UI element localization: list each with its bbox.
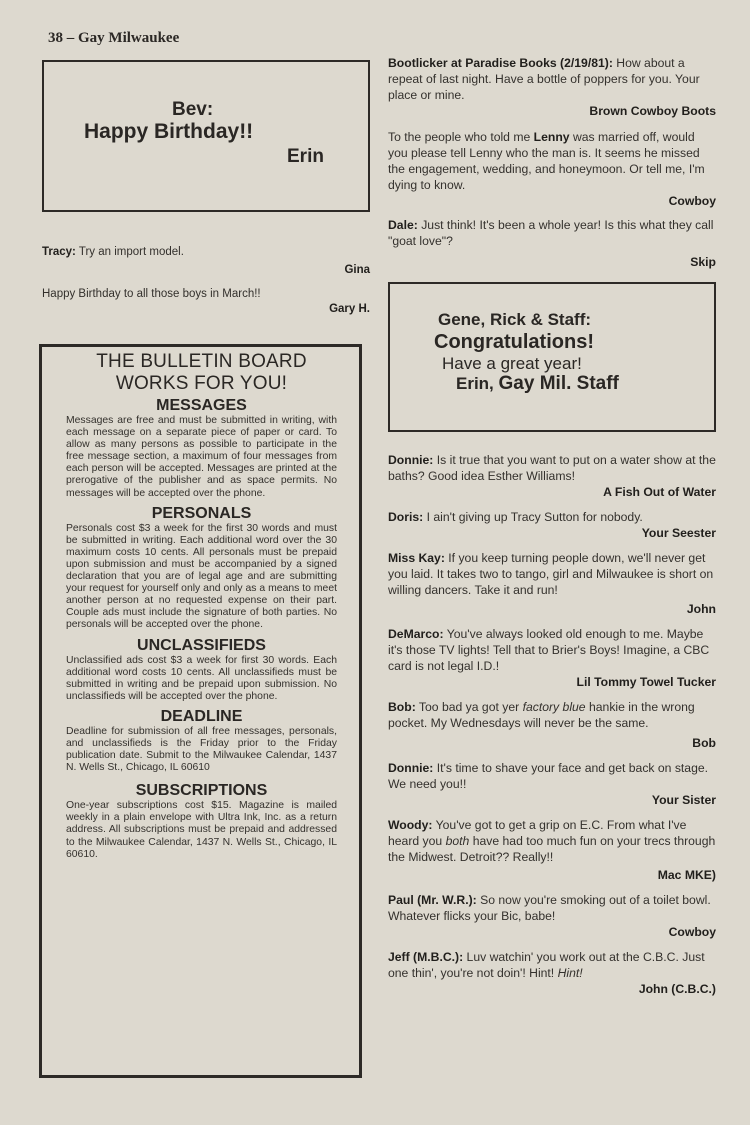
message-signature: A Fish Out of Water [603,485,716,499]
message-text-pre: To the people who told me [388,130,534,144]
congrats-to: Gene, Rick & Staff: [438,310,592,329]
message-name: Paul (Mr. W.R.): [388,893,477,907]
section-text-deadline: Deadline for submission of all free messages, personals, and unclassifieds is the Friday prior to the Friday publication date. Submit to the Milwaukee Calendar, 1437 N. Wells St., Chicago, IL 60610 [66,725,337,774]
message-name: Donnie: [388,453,434,467]
section-text-unclassifieds: Unclassified ads cost $3 a week for first 30 words. Each additional word costs 10 cents. All unclassifieds must be submitted in writing and be prepaid upon submission. No unclassifieds will be accepted over the phone. [66,654,337,702]
message-name: Bob: [388,700,416,714]
message-signature: Lil Tommy Towel Tucker [576,675,716,689]
message-doris [388,509,716,541]
bulletin-title-line2: WORKS FOR YOU! [115,373,288,394]
section-text-personals: Personals cost $3 a week for the first 30 words and must be submitted in writing. Each additional word over the 30 maximum costs 10 cents. All personals must be prepaid upon submission and must be accompanied by a signed declaration that you are of legal age and are submitting your request for yourself only and only as a means to meet another person at no requested expense on their part. Couple ads must include the signature of both parties. No personals will be accepted over the phone. [66,522,337,631]
message-lenny [388,129,716,209]
message-paul [388,892,716,940]
message-signature: Mac MKE) [657,868,716,882]
message-text: If you keep turning people down, we'll never get you laid. It takes two to tango, girl and Milwaukee is short on willing dancers. Take it and run! [388,551,714,597]
message-donnie-1 [388,452,716,500]
congratulations-box [388,282,716,432]
message-donnie-2 [388,760,716,808]
message-signature: John [686,602,716,616]
message-signature: Your Seester [641,526,716,540]
message-text-emphasis: both [445,834,470,848]
message-name: Woody: [388,818,433,832]
section-heading-subscriptions: SUBSCRIPTIONS [135,782,268,800]
message-dale [388,217,716,270]
left-column [40,60,370,317]
congrats-headline: Congratulations! [434,331,594,353]
section-heading-personals: PERSONALS [151,504,252,522]
message-woody [388,817,716,883]
message-bootlicker [388,55,716,119]
message-signature: Brown Cowboy Boots [589,104,716,118]
message-text-emphasis: Hint! [557,966,583,980]
message-name: Jeff (M.B.C.): [388,950,464,964]
message-name: Tracy: [42,246,76,258]
message-signature: Skip [690,255,716,269]
message-signature: Gina [344,264,370,276]
message-text-post: hankie in the wrong pocket. My Wednesdays will never be the same. [388,700,695,730]
birthday-box [42,60,370,212]
message-signature: Your Sister [651,793,716,807]
section-heading-messages: MESSAGES [156,397,247,414]
congrats-from [456,373,619,395]
message-demarco [388,626,716,690]
right-column [388,55,716,997]
message-text: Happy Birthday to all those boys in March!! [42,288,261,300]
message-text: Just think! It's been a whole year! Is this what they call "goat love"? [388,218,714,248]
message-text: It's time to shave your face and get back on stage. We need you!! [388,761,709,791]
message-text: You've always looked old enough to me. Maybe it's those TV lights! Tell that to Brier's Boys! Imagine, a CBC card is not legal I.D.! [388,627,710,673]
birthday-message: Happy Birthday!! [84,120,254,143]
section-text-messages: Messages are free and must be submitted in writing, with each message on a separate piece of paper or card. To allow as many persons as possible to participate in the free message section, a maximum of four messages from each person will be accepted. Messages are printed at the prerogative of the publisher and as space permits. No messages will be accepted over the phone. [66,415,337,499]
section-heading-unclassifieds: UNCLASSIFIEDS [137,636,266,654]
message-tracy [42,245,370,278]
message-signature: Cowboy [668,194,716,208]
congrats-from-staff: Gay Mil. Staff [498,373,619,394]
message-miss-kay [388,550,716,617]
message-jeff [388,949,716,997]
message-name: DeMarco: [388,627,444,641]
message-text-post: was married off, would you please tell Lenny who the man is. It seems he missed the engagement, wedding, and honeymoon. Or tell me, I'm dying to know. [388,130,705,192]
message-text: How about a repeat of last night. Have a bottle of poppers for you. Your place or mine. [388,56,700,102]
message-signature: Cowboy [668,925,716,939]
page-header: 38 – Gay Milwaukee [48,30,180,46]
congrats-wish: Have a great year! [442,354,582,373]
message-name: Miss Kay: [388,551,445,565]
message-name: Bootlicker at Paradise Books (2/19/81): [388,56,613,70]
message-signature: John (C.B.C.) [638,982,716,996]
message-signature: Gary H. [329,303,370,315]
message-text-pre: You've got to get a grip on E.C. From what I've heard you [388,818,687,848]
message-text: Is it true that you want to put on a water show at the baths? Good idea Esther Williams! [388,453,716,483]
congrats-from-name: Erin, [456,374,499,393]
message-name: Donnie: [388,761,434,775]
birthday-to: Bev: [172,99,214,120]
message-text-emphasis: factory blue [522,700,586,714]
message-text-pre: Too bad ya got yer [415,700,523,714]
message-name: Lenny [533,130,570,144]
message-signature: Bob [692,736,716,750]
birthday-from: Erin [287,146,324,167]
message-text: I ain't giving up Tracy Sutton for nobody. [423,510,643,524]
message-text: Try an import model. [75,246,184,258]
message-text: Luv watchin' you work out at the C.B.C. Just one thin', you're not doin'! Hint! [388,950,705,980]
message-bob [388,699,716,751]
message-text: So now you're smoking out of a toilet bowl. Whatever flicks your Bic, babe! [388,893,711,923]
message-name: Doris: [388,510,424,524]
bulletin-board-box [39,344,362,1078]
bulletin-title-line1: THE BULLETIN BOARD [96,351,307,372]
section-heading-deadline: DEADLINE [160,707,243,725]
message-march [42,287,370,317]
message-name: Dale: [388,218,418,232]
message-text-post: have had too much fun on your trecs through the Midwest. Detroit?? Really!! [388,834,716,864]
section-text-subscriptions: One-year subscriptions cost $15. Magazine is mailed weekly in a plain envelope with Ultra Ink, Inc. as a return address. All subscriptions must be prepaid and addressed to the Milwaukee Calendar, 1437 N. Wells St., Chicago, IL 60610. [66,800,337,860]
